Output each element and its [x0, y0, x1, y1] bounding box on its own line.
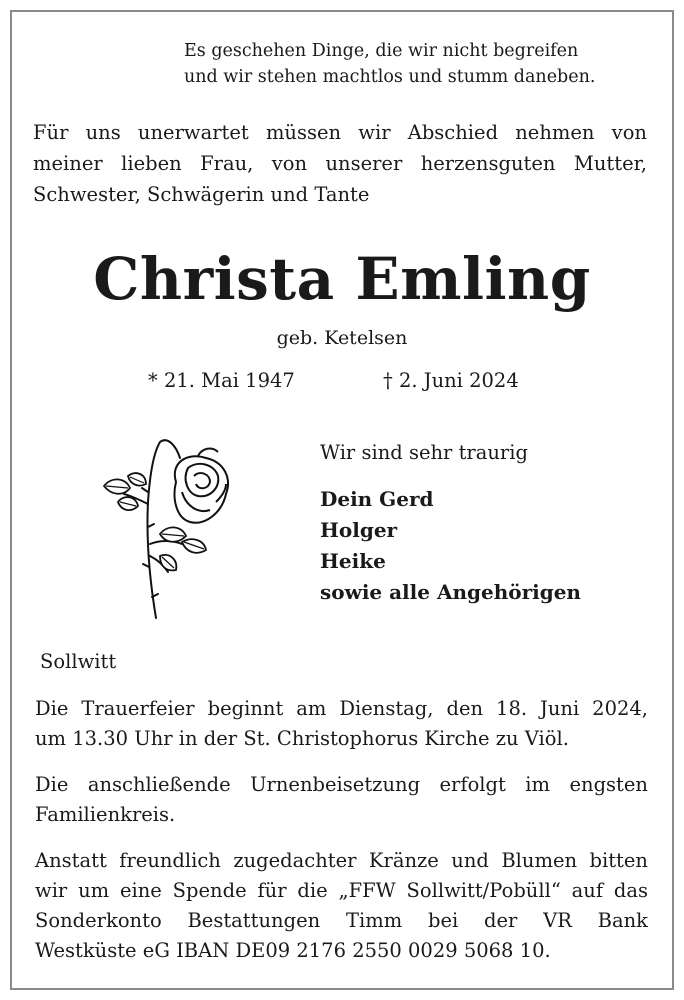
- burial-line-1: Die anschließende Urnenbeisetzung erfolgt im engsten: [35, 773, 648, 796]
- motto-line-1: Es geschehen Dinge, die wir nicht begreifen: [184, 41, 579, 61]
- motto: [184, 38, 654, 90]
- intro-line-1: Für uns unerwartet müssen wir Abschied nehmen von: [33, 121, 647, 144]
- donation-line-4: Westküste eG IBAN DE09 2176 2550 0029 5068 10.: [35, 939, 551, 962]
- place-name: Sollwitt: [40, 650, 117, 673]
- mourner-name: Holger: [320, 518, 398, 542]
- mourners-list: [320, 484, 581, 608]
- intro-line-3: Schwester, Schwägerin und Tante: [33, 183, 370, 206]
- mourner-name: Heike: [320, 549, 386, 573]
- intro-text: [33, 117, 647, 210]
- rose-icon: [98, 432, 238, 622]
- motto-line-2: und wir stehen machtlos und stumm daneben.: [184, 67, 596, 87]
- intro-line-2: meiner lieben Frau, von unserer herzensguten Mutter,: [33, 152, 647, 175]
- mourners-heading: Wir sind sehr traurig: [320, 441, 528, 464]
- birth-name: geb. Ketelsen: [276, 327, 408, 349]
- funeral-line-1: Die Trauerfeier beginnt am Dienstag, den 18. Juni 2024,: [35, 697, 648, 720]
- donation-info: [35, 846, 648, 966]
- donation-line-2: wir um eine Spende für die „FFW Sollwitt/Pobüll“ auf das: [35, 879, 648, 902]
- mourner-name: Dein Gerd: [320, 487, 434, 511]
- burial-line-2: Familienkreis.: [35, 803, 176, 826]
- donation-line-3: Sonderkonto Bestattungen Timm bei der VR Bank: [35, 909, 648, 932]
- funeral-info: [35, 694, 648, 754]
- donation-line-1: Anstatt freundlich zugedachter Kränze und Blumen bitten: [35, 849, 648, 872]
- funeral-line-2: um 13.30 Uhr in der St. Christophorus Kirche zu Viöl.: [35, 727, 569, 750]
- death-date: † 2. Juni 2024: [383, 369, 519, 392]
- deceased-name: Christa Emling: [93, 245, 591, 313]
- mourner-name: sowie alle Angehörigen: [320, 580, 581, 604]
- burial-info: [35, 770, 648, 830]
- birth-date: * 21. Mai 1947: [148, 369, 295, 392]
